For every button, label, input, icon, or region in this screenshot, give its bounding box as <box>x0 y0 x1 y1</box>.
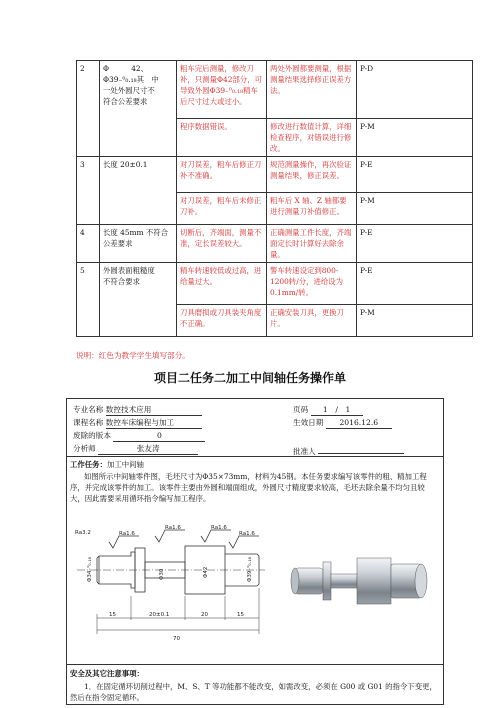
dim-label-4: 15 <box>237 612 244 618</box>
ra-label-3: Ra1.6 <box>211 525 227 531</box>
ra-label-1: Ra1.6 <box>119 531 135 537</box>
course-row <box>73 417 202 429</box>
mark-cell: P-M <box>357 305 473 337</box>
check-item-line: 不符合要求 <box>103 277 140 286</box>
remedy-cell: 正确测量工件长度，齐端面定长时计算好去除余量。 <box>267 225 357 263</box>
task-label: 工作任务：加工中间轴 <box>70 460 144 469</box>
mark-cell: P-M <box>357 193 473 225</box>
cause-cell: 刀具磨损或刀具装夹角度不正确。 <box>177 305 267 337</box>
ra-label-4: Ra1.6 <box>239 531 255 537</box>
remedy-cell: 修改进行数值计算，详细检查程序，对错误进行修改。 <box>267 119 357 157</box>
diam-label-2: Φ30 <box>159 568 165 580</box>
sheet-header <box>67 399 443 457</box>
remedy-cell: 粗车后 X 轴、Z 轴都要进行测量刀补值修正。 <box>267 193 357 225</box>
check-item-line: 长度 20±0.1 <box>103 160 148 169</box>
fault-table <box>76 60 473 337</box>
row-number: 3 <box>77 157 100 225</box>
analyst-row <box>73 443 198 455</box>
diam-label-1: Φ34₋⁰₀.₁₈ <box>87 557 93 582</box>
dim-label-3: 20 <box>201 612 208 618</box>
date-row <box>293 417 392 429</box>
row-number: 5 <box>77 263 100 337</box>
diam-label-3: Φ42 <box>203 566 209 578</box>
row-number: 4 <box>77 225 100 263</box>
mark-cell: P-M <box>357 119 473 157</box>
table-row <box>77 61 473 119</box>
mark-cell: P-E <box>357 157 473 193</box>
dim-label-2: 20±0.1 <box>149 612 170 618</box>
check-item <box>100 225 177 263</box>
check-item-line: 外圆表面粗糙度 <box>103 266 155 275</box>
diam-label-4: Φ39₋⁰₀.₁₈ <box>247 557 253 582</box>
safety-label: 安全及其它注意事项： <box>70 669 144 678</box>
remedy-cell: 规范测量操作，再次验证测量结果，修正误差。 <box>267 157 357 193</box>
analyst-value: 张友涛 <box>98 444 198 455</box>
page-row <box>293 404 363 416</box>
course-label: 课程名称 <box>73 418 104 427</box>
part-3d-render <box>289 522 439 642</box>
major-value: 数控技术应用 <box>106 405 202 416</box>
page-title: 项目二任务二加工中间轴任务操作单 <box>153 371 346 385</box>
major-label: 专业名称 <box>73 405 104 414</box>
cause-cell: 对刀误差，粗车后未修正刀补。 <box>177 193 267 225</box>
remedy-cell: 正确安装刀具，更换刀片。 <box>267 305 357 337</box>
approver-label: 批准人 <box>293 447 316 456</box>
ra-label-2: Ra1.6 <box>165 525 181 531</box>
check-item <box>100 263 177 337</box>
mark-cell: P-E <box>357 263 473 305</box>
cause-cell: 程序数据错误。 <box>177 119 267 157</box>
task-sheet <box>66 398 444 705</box>
ra-side-label: Ra3.2 <box>75 530 91 536</box>
table-row <box>77 263 473 305</box>
cause-cell: 切断后，齐端面，测量不准，定长误差较大。 <box>177 225 267 263</box>
check-item <box>100 61 177 157</box>
page-value: 1 / 1 <box>311 405 363 416</box>
analyst-label: 分析师 <box>73 444 96 453</box>
safety-text: 1．在固定循环切削过程中，M、S、T 等功能都不能改变，如需改变，必须在 G00 或 G01 的指令下变更，然后在指令固定循环。 <box>70 682 437 702</box>
check-item-line: 符合公差要求 <box>103 97 148 106</box>
check-item-line: Φ39₋⁰₀.₁₈其 中 <box>103 75 159 84</box>
remedy-cell: 警车转速设定到800-1200转/分，进给设为0.1mm/转。 <box>267 263 357 305</box>
mark-cell: P-E <box>357 225 473 263</box>
part-drawing <box>69 516 269 664</box>
approver-value <box>318 443 404 454</box>
work-task-section <box>67 456 443 665</box>
dim-label-1: 15 <box>109 612 116 618</box>
table-row <box>77 157 473 193</box>
mark-cell: P-D <box>357 61 473 119</box>
cause-cell: 粗车完后测量，修改刀补，只测量Φ42部分，可导致外圆Φ39₋⁰₀.₁₈精车后尺寸过大或过小。 <box>177 61 267 119</box>
course-value: 数控车床编程与加工 <box>106 418 202 429</box>
date-value: 2016.12.6 <box>326 418 392 429</box>
row-number: 2 <box>77 61 100 157</box>
date-label: 生效日期 <box>293 418 324 427</box>
table-note: 说明：红色为教学学生填写部分。 <box>76 351 190 360</box>
task-name: 加工中间轴 <box>106 460 144 469</box>
version-value: 0 <box>113 431 205 442</box>
check-item-line: 一处外圆尺寸不 <box>103 86 155 95</box>
cause-cell: 对刀误差，粗车后修正刀补不准确。 <box>177 157 267 193</box>
dim-label-total: 70 <box>173 636 180 642</box>
check-item-line: 长度 45mm 不符合 <box>103 228 169 237</box>
version-label: 废除的版本 <box>73 431 111 440</box>
page-label: 页码 <box>293 405 309 414</box>
version-row <box>73 430 205 442</box>
remedy-cell: 两处外圆都要测量，根据测量结果选择修正误差方法。 <box>267 61 357 119</box>
approver-row <box>293 443 404 455</box>
table-row <box>77 225 473 263</box>
check-item-line: 公差要求 <box>103 239 133 248</box>
task-text: 如图所示中间轴零件图，毛坯尺寸为Φ35×73mm，材料为45钢。本任务要求编写该零件的粗、精加工程序，并完成该零件的加工。该零件主要由外圆和端面组成，外圆尺寸精度要求较高，毛坯去除余量不均匀且较大，因此需要采用循环指令编写加工程序。 <box>70 472 427 503</box>
check-item-line: Φ 42、 <box>103 64 149 73</box>
major-row <box>73 404 202 416</box>
check-item <box>100 157 177 225</box>
cause-cell: 精车转速较低或过高，进给量过大。 <box>177 263 267 305</box>
